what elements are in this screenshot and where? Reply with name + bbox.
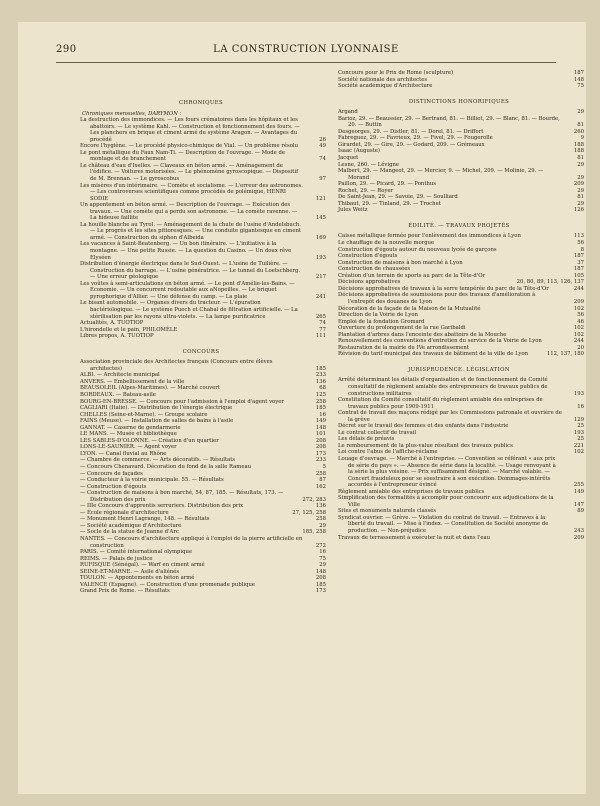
entry-text: Société nationale des architectes	[338, 76, 428, 83]
entry-page: 68	[319, 385, 326, 392]
left-column	[76, 70, 326, 600]
entry-page: 185, 258	[302, 529, 326, 536]
entry-page: 208	[315, 575, 326, 582]
entry-page: 29	[577, 174, 584, 181]
entry-text: Un appontement en béton armé. — Description de l'ouvrage. — Exécution des travaux. — Une comète qui a perdu son astronome. — La comète ravenne. — La hideuse faillite	[80, 202, 298, 222]
entry-text: Création d'un terrain de sports au parc de la Tête-d'Or	[338, 272, 486, 279]
entry-text: Isaac (Auguste)	[338, 148, 380, 155]
entry-page: 46	[577, 318, 584, 325]
entry-page: 126	[573, 207, 584, 214]
entry-text: Décisions approbatives	[338, 279, 401, 286]
entry-text: Les vacances à Saint-Beatenberg. — Un bon itinéraire. — L'initiative à la montagne. — Une petite Russie. — La question du Casino. — Un doux rêve Elyséen	[80, 241, 292, 261]
entry-text: Syndicat ouvrier. — Grève. — Violation du contrat de travail. — Entraves à la liberté du travail. — Mise à l'index. — Constitution de Société anonyme de production. — Non-préjudice	[338, 514, 549, 534]
entry-page: 8	[580, 246, 584, 253]
entry-text: Le contrat collectif de travail	[338, 429, 417, 436]
entry-page: 233	[315, 457, 326, 464]
entry-text: Simplification des formalités à accomplir pour concourir aux adjudications de la Ville	[338, 495, 554, 508]
section-subheading: Chroniques mensuelles, DARYMON :	[82, 110, 182, 117]
entry-text: — Monument Henri Lagrange, 148. — Résultats	[80, 516, 210, 523]
index-entry	[334, 292, 584, 305]
entry-text: Direction de la Voirie de Lyon	[338, 312, 418, 319]
right-column	[334, 70, 584, 546]
entry-text: NANTES. — Concours d'architecture appliqué à l'emploi de la pierre artificielle en construction	[80, 536, 303, 549]
page-header	[56, 44, 556, 58]
entry-text: Barioz, 29. — Beaussier, 29. — Bertrand, 81. — Billiet, 29. — Blanc, 81. — Bourde, 20. — Buttin	[338, 115, 560, 129]
entry-page: 209	[573, 298, 584, 305]
entry-page: 81	[577, 155, 584, 162]
document-page	[18, 22, 586, 794]
entry-page: 208	[315, 437, 326, 444]
entry-page: 162	[315, 483, 326, 490]
entry-text: LONS-LE-SAUNIER. — Agent voyer	[80, 444, 177, 451]
entry-text: Ouverture du prolongement de la rue Garibaldi	[338, 325, 466, 332]
entry-page: 16	[319, 549, 326, 556]
index-entry	[76, 163, 326, 183]
entry-text: Décisions approbatives de soumissions pour des travaux d'amélioration à l'entrepôt des douanes de Lyon	[338, 292, 536, 305]
index-entry	[334, 116, 584, 129]
entry-text: — Socle de la statue de Jeanne d'Arc	[80, 529, 179, 536]
entry-page: 255	[573, 482, 584, 489]
header-rule	[56, 62, 556, 63]
entry-text: — Chambre de commerce. — Arts décoratifs. — Résultats	[80, 457, 236, 464]
entry-page: 125	[315, 391, 326, 398]
entry-page: 244	[573, 285, 584, 292]
entry-text: LES SABLES-D'OLONNE. — Création d'un quartier	[80, 437, 219, 444]
section-heading: JURISPRUDENCE. LÉGISLATION	[408, 366, 510, 373]
entry-page: 258	[315, 398, 326, 405]
entry-page: 272	[315, 542, 326, 549]
index-entry	[334, 351, 584, 358]
entry-text: Encore l'hygiène. — Le procédé physico-chimique de Vial. — Un problème résolu	[80, 143, 299, 150]
index-entry	[76, 222, 326, 242]
entry-page: 233	[315, 372, 326, 379]
entry-text: — École régionale d'architecture	[80, 509, 169, 516]
entry-page: 193	[573, 390, 584, 397]
entry-page: 29	[319, 522, 326, 529]
entry-page: 185	[315, 365, 326, 372]
entry-text: Thibaut, 29. — Tinland, 29. — Trochet	[338, 200, 441, 207]
entry-page: 188	[573, 148, 584, 155]
entry-page: 169	[315, 234, 326, 241]
index-entry	[76, 300, 326, 320]
index-entry	[334, 456, 584, 489]
entry-text: — Concours Chenavard. Décoration du fond de la salle Rameau	[80, 463, 252, 470]
entry-text: CAGLIARI (Italie). — Distribution de l'énergie électrique	[80, 405, 233, 412]
entry-page: 243	[573, 528, 584, 534]
entry-text: BOURG-EN-BRESSE. — Concours pour l'admission à l'emploi d'agent voyer	[80, 398, 284, 405]
entry-page: 102	[573, 305, 584, 312]
entry-text: LE MANS. — Musée et bibliothèque	[80, 431, 177, 438]
entry-page: 149	[573, 488, 584, 495]
entry-text: La houille blanche au Tyrol. — Aménagement de la chute de l'usine d'Andelsbuch. — Le progrès et les sites pittoresques. — Une conduite gigantesque en ciment armé. — Construction du siphon d'Albeida	[80, 221, 302, 241]
entry-text: TOULON. — Appontements en béton armé	[80, 575, 195, 582]
index-entry	[76, 281, 326, 301]
entry-text: — Concours de façades	[80, 470, 143, 477]
entry-page: 185	[315, 405, 326, 412]
entry-text: Le remboursement de la plus-value résultant des travaux publics	[338, 442, 513, 449]
entry-page: 102	[573, 325, 584, 332]
entry-text: Contrat de travail des maçons rédigé par les Commissions patronale et ouvrière de la grève	[338, 410, 562, 423]
entry-text: Construction de maisons à bon marché à Lyon	[338, 259, 463, 266]
entry-text: ANVERS. — Embellissement de la ville	[80, 378, 185, 385]
entry-page: 185	[315, 581, 326, 588]
entry-page: 187	[573, 70, 584, 76]
entry-page: 77	[319, 326, 326, 333]
entry-text: Rochet, 29. — Royer	[338, 187, 394, 194]
entry-page: 244	[573, 338, 584, 345]
entry-text: Les voûtes à semi-articulations en béton armé. — Le pont d'Amélie-les-Bains. — Économie. — Un concurrent redoutable aux aNopeilles. — Le briquet pyrophorique d'Allier. — Une défense du camp. — La plaie	[80, 280, 295, 300]
entry-page: 81	[577, 194, 584, 201]
entry-text: Plantation d'arbres dans l'enceinte des abattoirs de la Mouche	[338, 331, 507, 338]
entry-text: — Construction d'égouts	[80, 483, 147, 490]
entry-text: Le chauffage de la nouvelle morgue	[338, 240, 435, 247]
entry-text: Sites et monuments naturels classés	[338, 508, 437, 515]
entry-text: — IIIe Concours d'apprentis serruriers. Distribution des prix	[80, 503, 244, 510]
index-entry	[334, 410, 584, 423]
entry-page: 29	[319, 562, 326, 569]
entry-page: 25	[577, 423, 584, 430]
entry-page: 97	[319, 176, 326, 183]
index-entry	[334, 495, 584, 508]
entry-page: 74	[319, 156, 326, 163]
entry-text: — Société académique d'Architecture	[80, 522, 182, 529]
entry-page: 209	[573, 534, 584, 541]
entry-text: REIMS. — Palais de justice	[80, 555, 153, 562]
entry-page: 87	[319, 477, 326, 484]
entry-page: 193	[573, 429, 584, 436]
entry-page: 5	[322, 463, 326, 470]
entry-text: Concours pour le Prix de Rome (sculpture)	[338, 70, 454, 76]
entry-page: 217	[315, 274, 326, 281]
entry-page: 25	[577, 436, 584, 443]
index-entry	[76, 490, 326, 503]
entry-text: — Conducteur à la voirie municipale. 55. — Résultats	[80, 477, 224, 484]
entry-page: 258	[315, 470, 326, 477]
entry-page: 29	[577, 187, 584, 194]
entry-page: 147	[573, 501, 584, 508]
entry-page: 56	[577, 312, 584, 319]
entry-page: 20	[577, 344, 584, 351]
entry-text: Décisions approbatives de travaux à la serre tempérée du parc de la Tête-d'Or	[338, 285, 549, 292]
entry-page: 29	[577, 200, 584, 207]
entry-page: 187	[573, 253, 584, 260]
entry-text: Grand Prix de Rome. — Résultats	[80, 588, 170, 595]
entry-text: Constitution du Comité consultatif du règlement amiable des entreprises de travaux publics pour 1909-1911	[338, 397, 543, 410]
entry-page: 74	[319, 320, 326, 327]
index-entry	[76, 183, 326, 203]
entry-page: 129	[573, 416, 584, 423]
entry-page: 121	[315, 195, 326, 202]
entry-page: 221	[573, 442, 584, 449]
entry-page: 111	[315, 333, 326, 340]
entry-text: BORDEAUX. — Bateau-asile	[80, 391, 156, 398]
index-entry	[334, 168, 584, 181]
entry-page: 29	[577, 161, 584, 168]
entry-page: 16	[319, 411, 326, 418]
index-entry	[334, 207, 584, 214]
index-entry	[334, 377, 584, 397]
entry-page: 265	[315, 313, 326, 320]
section-gap	[76, 595, 326, 600]
section-gap	[334, 541, 584, 546]
entry-page: 208	[315, 444, 326, 451]
entry-text: FAINS (Meuse). — Installation de salles de bains à l'asile	[80, 418, 234, 425]
section-heading: CONCOURS	[182, 348, 220, 355]
entry-text: Construction d'égouts autour du nouveau lycée de garçons	[338, 246, 497, 253]
entry-page: 20, 80, 89, 113, 126, 137	[516, 279, 584, 286]
entry-text: Paillon, 29. — Picard, 29. — Ponthus	[338, 181, 437, 188]
entry-page: 241	[315, 293, 326, 300]
entry-text: Les délais de préavis	[338, 436, 395, 443]
entry-text: Loi contre l'abus de l'affiche-réclame	[338, 449, 438, 456]
entry-page: 89	[577, 508, 584, 515]
entry-page: 193	[315, 254, 326, 261]
entry-text: Caisse métallique fermée pour l'enlèvement des immondices à Lyon	[338, 233, 521, 240]
section-heading: ÉDILITÉ. — TRAVAUX PROJETÉS	[408, 222, 510, 229]
section-gap	[334, 358, 584, 363]
entry-text: BEAUSOLEIL (Alpes-Maritimes). — Marché couvert	[80, 385, 220, 392]
entry-text: Malbert, 29. — Mangeot, 29. — Mercier, 9. — Michel, 209. — Molinie, 29. — Morand	[338, 168, 544, 181]
index-entry	[76, 150, 326, 163]
entry-text: ALBI. — Architecte municipal	[80, 372, 160, 379]
entry-page: 27, 125, 258	[292, 509, 326, 516]
section-heading: CHRONIQUES	[178, 100, 224, 106]
entry-page: 148	[315, 568, 326, 575]
entry-page: 188	[573, 141, 584, 148]
entry-text: La destruction des immondices. — Les fours crématoires dans les hôpitaux et les abattoirs. — Le système Kahl. — Construction et fonctionnement des fours. — Les planchers en brique et ciment armé du système Aragon. — Avantages du procédé	[80, 117, 300, 143]
index-entry	[76, 359, 326, 372]
entry-text: Actualités, A. TUOTIOP	[80, 320, 144, 327]
entry-page: 136	[315, 378, 326, 385]
entry-text: Lesne, 260. — Lévigne	[338, 161, 400, 168]
entry-text: Distribution d'énergie électrique dans le Sud-Ouest. — L'usine de Tuilière. — Construction du barrage. — L'usine génératrice. — Le tunnel du Loetschberg. — Une erreur géologique	[80, 261, 301, 281]
entry-page: 112, 137, 180	[546, 351, 584, 358]
entry-text: GANNAT. — Caserne de gendarmerie	[80, 424, 181, 431]
index-entry	[334, 83, 584, 90]
entry-text: Desgeorges, 29. — Distler, 81. — Dorel, 81. — Driffort	[338, 128, 484, 135]
entry-page: 272, 283	[302, 496, 326, 503]
index-entry	[76, 261, 326, 281]
entry-page: 81	[577, 122, 584, 129]
entry-page: 209	[573, 181, 584, 188]
entry-page: 9	[580, 135, 584, 142]
entry-text: Jules Weitz	[338, 207, 368, 214]
entry-page: 26	[319, 136, 326, 143]
entry-text: Fabreguez, 29. — Favrieux, 29. — Fivel, 29. — Fougerolle	[338, 135, 493, 142]
entry-text: Libres propos, A. TUOTIOP	[80, 333, 154, 340]
entry-page: 136	[315, 503, 326, 510]
index-entry	[76, 333, 326, 340]
entry-text: Décret sur le travail des femmes et des enfants dans l'industrie	[338, 423, 509, 430]
entry-text: Le pont métallique du Faux Nam-Ti. — Description de l'ouvrage. — Mode de montage et de branchement	[80, 149, 285, 163]
entry-text: RUFISQUE (Sénégal). — Warf en ciment armé	[80, 562, 205, 569]
entry-text: Révision du tarif municipal des travaux de bâtiment de la ville de Lyon	[338, 351, 529, 358]
index-entry	[334, 515, 584, 535]
entry-page: 101	[315, 431, 326, 438]
entry-page: 173	[315, 450, 326, 457]
entry-text: Argand	[338, 109, 358, 116]
entry-text: Construction d'égouts	[338, 253, 398, 260]
entry-page: 16	[577, 403, 584, 410]
index-entry	[76, 241, 326, 261]
entry-page: 37	[577, 259, 584, 266]
entry-text: L'hirondelle et le pain, PHILOMÈLE	[80, 326, 178, 333]
entry-text: LYON. — Canal fluvial au Rhône	[80, 450, 167, 457]
index-entry	[334, 397, 584, 410]
entry-text: PARIS. — Comité international olympique	[80, 549, 193, 556]
entry-page: 29	[577, 109, 584, 116]
index-entry	[76, 536, 326, 549]
index-entry	[334, 535, 584, 542]
entry-text: Jacquet	[338, 155, 359, 162]
entry-page: 113	[573, 233, 584, 240]
entry-page: 102	[573, 331, 584, 338]
entry-page: 260	[573, 128, 584, 135]
entry-text: Travaux de terrassement à exécuter la nuit et dans l'eau	[338, 534, 491, 541]
entry-text: De Saint-Jean, 29. — Savoie, 29. — Soulliard	[338, 194, 458, 201]
entry-text: Emploi de la fondation Gromard	[338, 318, 425, 325]
entry-page: 187	[573, 266, 584, 273]
entry-text: Société académique d'Architecture	[338, 83, 433, 90]
entry-text: VALENCE (Espagne). — Construction d'une promenade publique	[80, 581, 256, 588]
entry-text: Restauration de la mairie du IVe arrondissement	[338, 344, 469, 351]
page-number: 290	[56, 44, 77, 55]
entry-page: 145	[315, 215, 326, 222]
entry-text: Louage d'ouvrage. — Marché à l'entreprise. — Convention se référant « aux prix de série du pays ». — Absence de série dans la localité. — Usage renvoyant à la série la plus voisine. — Prix suffisamment désigné. — Marché valable. — Concert frauduleux pour se soustraire à son exécution. Dommages-intérêts accordés à l'entrepreneur évincé	[338, 455, 556, 489]
entry-text: Règlement amiable des entreprises de travaux publics	[338, 488, 485, 495]
entry-page: 75	[577, 83, 584, 90]
entry-text: Le bisant automobile. — Organes divers du tracteur. — L'épuration bactériologique. — Le système Puech et Chabal de filtration artificielle. — La stérilisation par les rayons ultra-violets. — La lampe purificatrice	[80, 300, 298, 320]
entry-text: — Construction de maisons à bon marché, 54, 87, 185. — Résultats, 173. — Distribution des prix	[80, 490, 284, 503]
entry-page: 56	[577, 240, 584, 247]
entry-text: Arrêté déterminant les détails d'organisation et de fonctionnement du Comité consultatif de règlement amiable des entrepreneurs de travaux publics de constructions militaires	[338, 377, 548, 397]
section-gap	[334, 214, 584, 219]
entry-text: Le château d'eau d'Ixelles. — Claveaux en béton armé. — Aménagement de l'édifice. — Voitures motorisées. — Le phénomène gyroscopique. — Dispositif de M. Brennan. — Le gyroscobus	[80, 162, 299, 183]
index-entry	[76, 588, 326, 595]
entry-page: 102	[573, 449, 584, 456]
section-heading: DISTINCTIONS HONORIFIQUES	[408, 98, 510, 105]
section-gap	[76, 340, 326, 345]
index-entry	[76, 202, 326, 222]
entry-text: Association provinciale des Architectes français (Concours entre élèves architectes)	[80, 359, 273, 372]
entry-text: Renouvellement des conventions d'entretien du service de la Voirie de Lyon	[338, 338, 542, 345]
section-gap	[334, 90, 584, 95]
entry-page: 75	[319, 555, 326, 562]
entry-page: 49	[319, 143, 326, 150]
entry-page: 148	[573, 76, 584, 83]
entry-text: Décoration de la façade de la Maison de la Mutualité	[338, 305, 481, 312]
entry-text: Les misères d'un intérimaire. — Comète et socialisme. — L'erreur des astronomes. — Les controverses scientifiques comme procédés de polémique, HENRI SODIE	[80, 182, 303, 202]
entry-text: Construction de chaussées	[338, 266, 411, 273]
entry-page: 149	[315, 418, 326, 425]
entry-text: CHELLES (Seine-et-Marne). — Groupe scolaire	[80, 411, 208, 418]
entry-page: 105	[573, 272, 584, 279]
index-entry	[76, 117, 326, 143]
entry-page: 148	[315, 424, 326, 431]
entry-text: SEINE-ET-MARNE. — Asile d'aliénés	[80, 568, 180, 575]
journal-title: LA CONSTRUCTION LYONNAISE	[213, 44, 399, 55]
entry-page: 173	[315, 588, 326, 595]
entry-text: Girardet, 29. — Gire, 29. — Godard, 209. — Grémeaux	[338, 141, 485, 148]
entry-page: 258	[315, 516, 326, 523]
